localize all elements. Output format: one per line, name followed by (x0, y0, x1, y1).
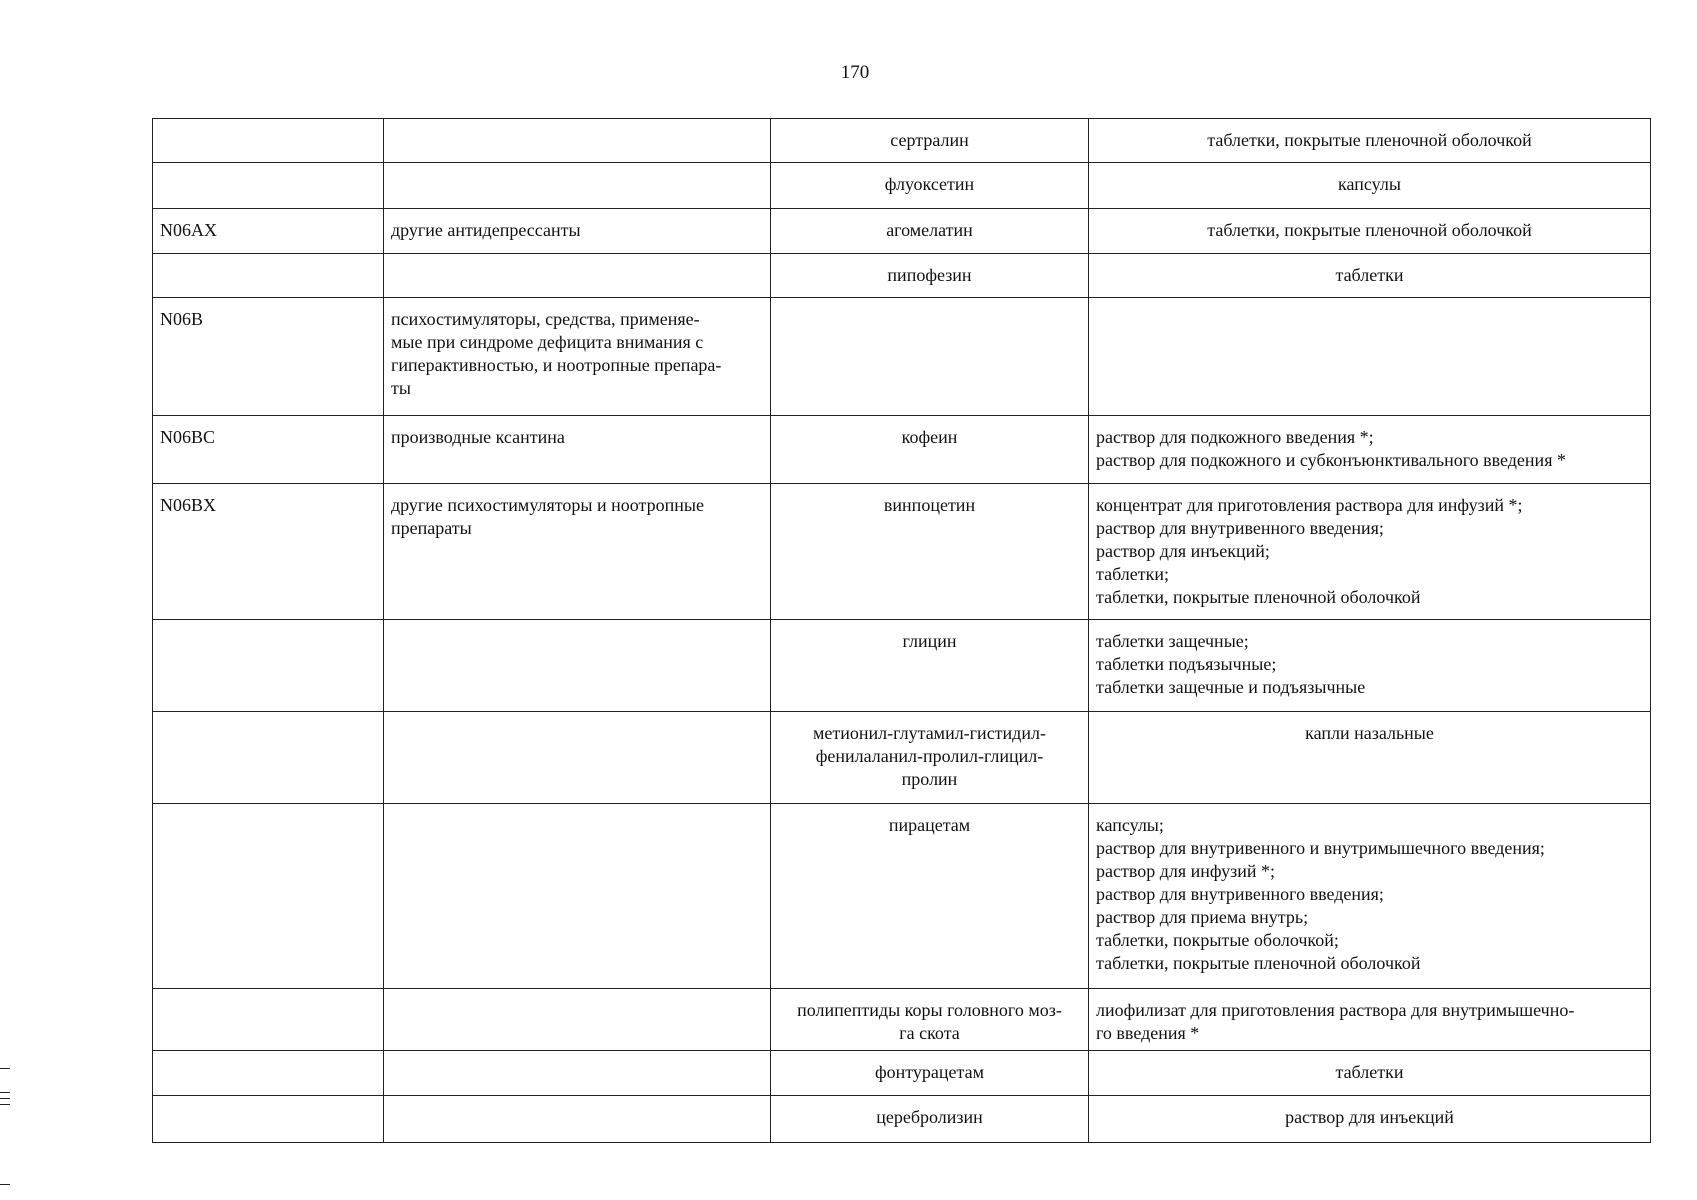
atc-code-cell (153, 1051, 384, 1096)
margin-mark (0, 1068, 10, 1069)
atc-code-cell (153, 712, 384, 804)
drug-name-cell: флуоксетин (771, 163, 1089, 209)
atc-code-cell (153, 163, 384, 209)
margin-mark (0, 1092, 10, 1093)
pharmacological-group-cell: другие антидепрессанты (384, 209, 771, 254)
dosage-form-cell: таблетки защечные; таблетки подъязычные; таблетки защечные и подъязычные (1089, 620, 1651, 712)
pharmacological-group-cell (384, 620, 771, 712)
dosage-form-cell: таблетки, покрытые пленочной оболочкой (1089, 119, 1651, 163)
drug-name-cell: глицин (771, 620, 1089, 712)
table-body (153, 119, 1651, 1143)
pharmacological-group-cell (384, 804, 771, 989)
atc-code-cell (153, 254, 384, 298)
drug-name-cell: кофеин (771, 416, 1089, 484)
pharmacological-group-cell (384, 1096, 771, 1143)
table-row (153, 119, 1651, 163)
dosage-form-cell (1089, 298, 1651, 416)
drug-name-cell (771, 298, 1089, 416)
dosage-form-cell: раствор для подкожного введения *; раствор для подкожного и субконъюнктивального введения * (1089, 416, 1651, 484)
drug-name-cell: пипофезин (771, 254, 1089, 298)
drug-name-cell: церебролизин (771, 1096, 1089, 1143)
dosage-form-cell: капли назальные (1089, 712, 1651, 804)
pharmacological-group-cell: производные ксантина (384, 416, 771, 484)
dosage-form-cell: раствор для инъекций (1089, 1096, 1651, 1143)
margin-mark (0, 1098, 10, 1099)
table-row (153, 804, 1651, 989)
pharmacological-group-cell (384, 989, 771, 1051)
dosage-form-cell: капсулы (1089, 163, 1651, 209)
atc-code-cell: N06BX (153, 484, 384, 620)
table-row (153, 620, 1651, 712)
drug-name-cell: винпоцетин (771, 484, 1089, 620)
dosage-form-cell: капсулы; раствор для внутривенного и внутримышечного введения; раствор для инфузий *; раствор для внутривенного введения; раствор для приема внутрь; таблетки, покрытые оболочкой; таблетки, покрытые пленочной оболочкой (1089, 804, 1651, 989)
dosage-form-cell: таблетки (1089, 254, 1651, 298)
pharmacological-group-cell (384, 712, 771, 804)
dosage-form-cell: лиофилизат для приготовления раствора для внутримышечно- го введения * (1089, 989, 1651, 1051)
drug-name-cell: агомелатин (771, 209, 1089, 254)
table-row (153, 1051, 1651, 1096)
atc-code-cell: N06BC (153, 416, 384, 484)
atc-code-cell (153, 804, 384, 989)
drug-name-cell: сертралин (771, 119, 1089, 163)
table-row (153, 712, 1651, 804)
dosage-form-cell: концентрат для приготовления раствора для инфузий *; раствор для внутривенного введения; раствор для инъекций; таблетки; таблетки, покрытые пленочной оболочкой (1089, 484, 1651, 620)
drug-name-cell: полипептиды коры головного моз- га скота (771, 989, 1089, 1051)
dosage-form-cell: таблетки, покрытые пленочной оболочкой (1089, 209, 1651, 254)
atc-code-cell: N06AX (153, 209, 384, 254)
pharmacological-group-cell (384, 119, 771, 163)
table-row (153, 1096, 1651, 1143)
table-row (153, 163, 1651, 209)
medication-table (152, 118, 1651, 1143)
table-row (153, 484, 1651, 620)
margin-mark (0, 1104, 10, 1105)
pharmacological-group-cell (384, 1051, 771, 1096)
table-row (153, 298, 1651, 416)
dosage-form-cell: таблетки (1089, 1051, 1651, 1096)
table-row (153, 209, 1651, 254)
drug-name-cell: пирацетам (771, 804, 1089, 989)
table-row (153, 989, 1651, 1051)
margin-mark (0, 1184, 10, 1185)
table-row (153, 254, 1651, 298)
atc-code-cell (153, 620, 384, 712)
atc-code-cell (153, 1096, 384, 1143)
page-number: 170 (840, 62, 870, 83)
atc-code-cell (153, 119, 384, 163)
drug-name-cell: фонтурацетам (771, 1051, 1089, 1096)
pharmacological-group-cell: психостимуляторы, средства, применяе- мые при синдроме дефицита внимания с гиперактивностью, и ноотропные препара- ты (384, 298, 771, 416)
drug-name-cell: метионил-глутамил-гистидил- фенилаланил-пролил-глицил- пролин (771, 712, 1089, 804)
atc-code-cell: N06B (153, 298, 384, 416)
pharmacological-group-cell (384, 163, 771, 209)
table-row (153, 416, 1651, 484)
atc-code-cell (153, 989, 384, 1051)
pharmacological-group-cell (384, 254, 771, 298)
pharmacological-group-cell: другие психостимуляторы и ноотропные препараты (384, 484, 771, 620)
